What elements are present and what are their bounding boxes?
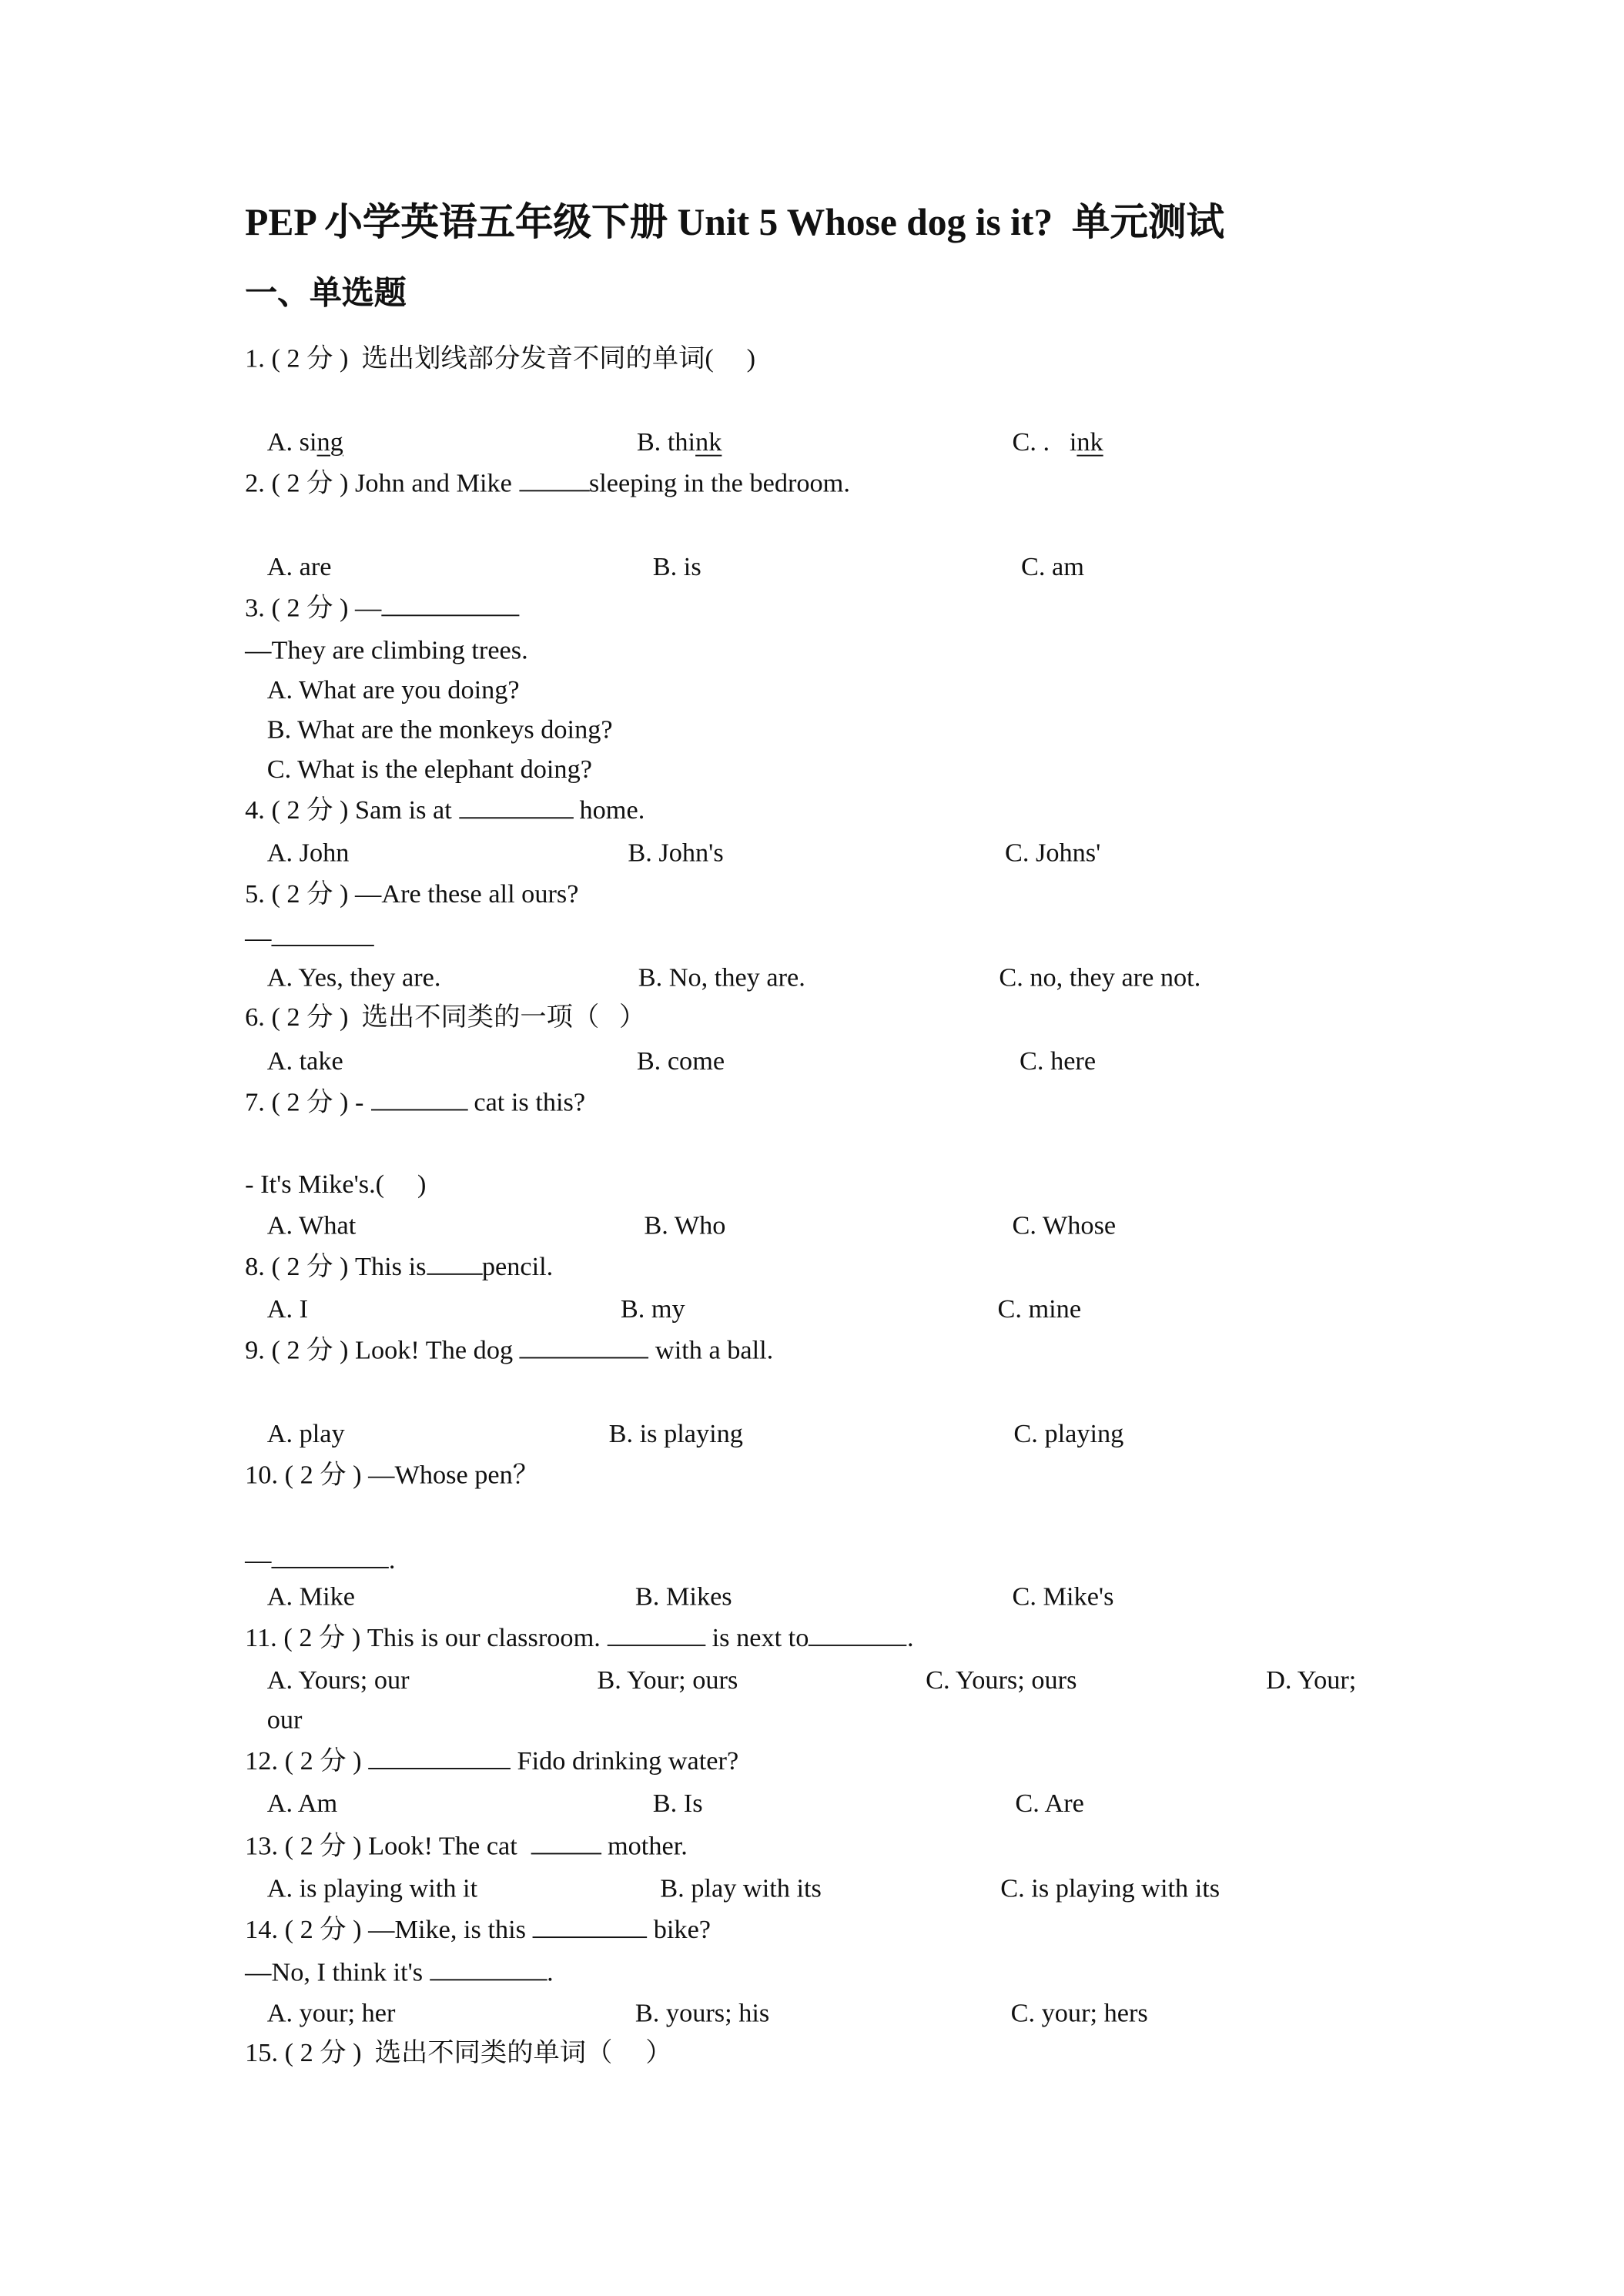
answer-blank <box>520 1335 649 1358</box>
answer-blank <box>426 1251 481 1274</box>
question-2: 2. ( 2 分 ) John and Mike sleeping in the bedroom. <box>245 467 850 497</box>
q5-option-b: B. No, they are. <box>638 962 805 992</box>
q13-option-a: A. is playing with it <box>266 1873 478 1903</box>
q2-option-b: B. is <box>652 551 702 581</box>
q11-option-a: A. Yours; our <box>266 1665 410 1695</box>
q13-option-b: B. play with its <box>660 1873 822 1903</box>
q7-option-b: B. Who <box>644 1210 726 1240</box>
q11-option-b: B. Your; ours <box>597 1665 738 1695</box>
question-5: 5. ( 2 分 ) —Are these all ours? <box>245 879 579 909</box>
q11-option-c: C. Yours; ours <box>926 1665 1077 1695</box>
answer-blank <box>370 1087 467 1110</box>
question-15: 15. ( 2 分 ) 选出不同类的单词（ ） <box>245 2037 672 2067</box>
answer-blank <box>368 1745 511 1769</box>
q4-option-a: A. John <box>266 837 350 868</box>
answer-blank <box>271 922 373 946</box>
q6-option-a: A. take <box>266 1046 343 1076</box>
q7-option-a: A. What <box>266 1210 357 1240</box>
question-9: 9. ( 2 分 ) Look! The dog with a ball. <box>245 1334 774 1365</box>
q10-option-a: A. Mike <box>266 1581 356 1612</box>
answer-blank <box>607 1622 705 1645</box>
q6-option-c: C. here <box>1020 1046 1097 1076</box>
q10-reply: — . <box>245 1545 396 1575</box>
q4-option-b: B. John's <box>628 837 724 868</box>
q5-reply: — <box>245 922 374 954</box>
question-4: 4. ( 2 分 ) Sam is at home. <box>245 795 645 825</box>
section-heading: 一、单选题 <box>245 274 407 311</box>
q14-option-a: A. your; her <box>266 1998 396 2028</box>
answer-blank <box>430 1957 547 1980</box>
q7-option-c: C. Whose <box>1012 1210 1117 1240</box>
answer-blank <box>381 593 519 616</box>
answer-blank <box>531 1831 601 1854</box>
q13-option-c: C. is playing with its <box>1000 1873 1221 1903</box>
question-13: 13. ( 2 分 ) Look! The cat mother. <box>245 1830 688 1861</box>
q14-option-b: B. yours; his <box>635 1998 770 2028</box>
question-6: 6. ( 2 分 ) 选出不同类的一项（ ） <box>245 1002 646 1032</box>
answer-blank <box>271 1545 388 1568</box>
q7-reply: - It's Mike's.( ) <box>245 1169 427 1199</box>
q9-option-c: C. playing <box>1013 1418 1124 1448</box>
question-14: 14. ( 2 分 ) —Mike, is this bike? <box>245 1914 712 1944</box>
question-12: 12. ( 2 分 ) Fido drinking water? <box>245 1745 739 1776</box>
question-10: 10. ( 2 分 ) —Whose pen？ <box>245 1459 540 1489</box>
q3-option-b: B. What are the monkeys doing? <box>266 714 613 745</box>
question-8: 8. ( 2 分 ) This is pencil. <box>245 1251 554 1281</box>
q5-option-c: C. no, they are not. <box>999 962 1201 992</box>
q8-option-a: A. I <box>266 1294 309 1324</box>
answer-blank <box>809 1622 907 1645</box>
q2-option-a: A. are <box>266 551 332 581</box>
question-11: 11. ( 2 分 ) This is our classroom. is next to . <box>245 1622 914 1652</box>
q2-option-c: C. am <box>1020 551 1084 581</box>
page-title: PEP 小学英语五年级下册 Unit 5 Whose dog is it? 单元测试 <box>245 201 1225 244</box>
q10-option-b: B. Mikes <box>635 1581 732 1612</box>
q12-option-b: B. Is <box>652 1788 703 1818</box>
q1-option-a: A. sing <box>266 427 343 457</box>
q14-reply: —No, I think it's . <box>245 1956 554 1986</box>
q8-option-b: B. my <box>620 1294 685 1324</box>
q1-option-b: B. think <box>636 427 722 457</box>
q6-option-b: B. come <box>636 1046 725 1076</box>
q9-option-b: B. is playing <box>608 1418 743 1448</box>
q4-option-c: C. Johns' <box>1004 837 1101 868</box>
answer-blank <box>533 1915 648 1938</box>
q3-option-c: C. What is the elephant doing? <box>266 754 592 784</box>
q3-option-a: A. What are you doing? <box>266 674 520 705</box>
q3-reply: —They are climbing trees. <box>245 635 528 665</box>
question-1: 1. ( 2 分 ) 选出划线部分发音不同的单词( ) <box>245 343 756 373</box>
q12-option-a: A. Am <box>266 1788 338 1818</box>
q1-option-c: C. . ink <box>1012 427 1103 457</box>
q9-option-a: A. play <box>266 1418 345 1448</box>
q14-option-c: C. your; hers <box>1010 1998 1148 2028</box>
q11-option-d: D. Your; <box>1266 1665 1357 1695</box>
q10-option-c: C. Mike's <box>1012 1581 1114 1612</box>
answer-blank <box>518 468 588 491</box>
q8-option-c: C. mine <box>997 1294 1082 1324</box>
q12-option-c: C. Are <box>1015 1788 1084 1818</box>
q5-option-a: A. Yes, they are. <box>266 962 441 992</box>
q11-option-d-continued: our <box>266 1705 303 1735</box>
question-3: 3. ( 2 分 ) — <box>245 591 519 624</box>
question-7: 7. ( 2 分 ) - cat is this? <box>245 1086 586 1117</box>
answer-blank <box>458 795 573 818</box>
